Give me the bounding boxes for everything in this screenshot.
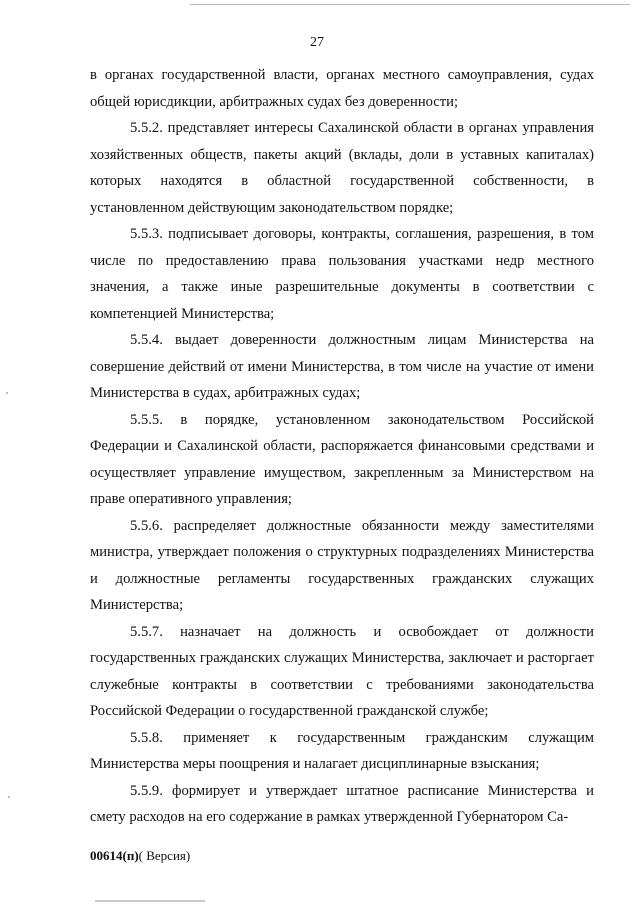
document-body [90, 62, 594, 831]
paragraph-5-5-2: 5.5.2. представляет интересы Сахалинской области в органах управления хозяйственных обществ, пакеты акций (вклады, доли в уставных капиталах) которых находятся в областной государственной собственности, в установленном действующим законодательством порядке; [90, 120, 594, 216]
paragraph-5-5-7: 5.5.7. назначает на должность и освобождает от должности государственных гражданских служащих Министерства, заключает и расторгает служебные контракты в соответствии с требованиями законодательства Российской Федерации о государственной гражданской службе; [90, 623, 594, 719]
scan-bottom-mark [95, 900, 205, 902]
document-version: ( Версия) [138, 848, 191, 863]
paragraph-5-5-4: 5.5.4. выдает доверенности должностным лицам Министерства на совершение действий от имени Министерства, в том числе на участие от имени Министерства в судах, арбитражных судах; [90, 332, 594, 401]
paragraph-5-5-3: 5.5.3. подписывает договоры, контракты, соглашения, разрешения, в том числе по предоставлению права пользования участками недр местного значения, а также иные разрешительные документы в соответствии с компетенцией Министерства; [90, 226, 594, 322]
document-code: 00614(п) [90, 848, 139, 863]
paragraph-5-5-6: 5.5.6. распределяет должностные обязанности между заместителями министра, утверждает положения о структурных подразделениях Министерства и должностные регламенты государственных гражданских служащих Министерства; [90, 517, 594, 613]
paragraph-5-5-9: 5.5.9. формирует и утверждает штатное расписание Министерства и смету расходов на его содержание в рамках утвержденной Губернатором Са- [90, 782, 594, 825]
document-footer [90, 848, 190, 864]
scan-speck [6, 392, 8, 394]
paragraph-5-5-5: 5.5.5. в порядке, установленном законодательством Российской Федерации и Сахалинской области, распоряжается финансовыми средствами и осуществляет управление имуществом, закрепленным за Министерством на праве оперативного управления; [90, 411, 594, 507]
paragraph-continuation: в органах государственной власти, органах местного самоуправления, судах общей юрисдикции, арбитражных судах без доверенности; [90, 67, 594, 110]
scan-top-edge [190, 4, 630, 5]
scan-speck [8, 796, 10, 798]
page-number: 27 [310, 35, 324, 50]
paragraph-5-5-8: 5.5.8. применяет к государственным гражданским служащим Министерства меры поощрения и налагает дисциплинарные взыскания; [90, 729, 594, 772]
